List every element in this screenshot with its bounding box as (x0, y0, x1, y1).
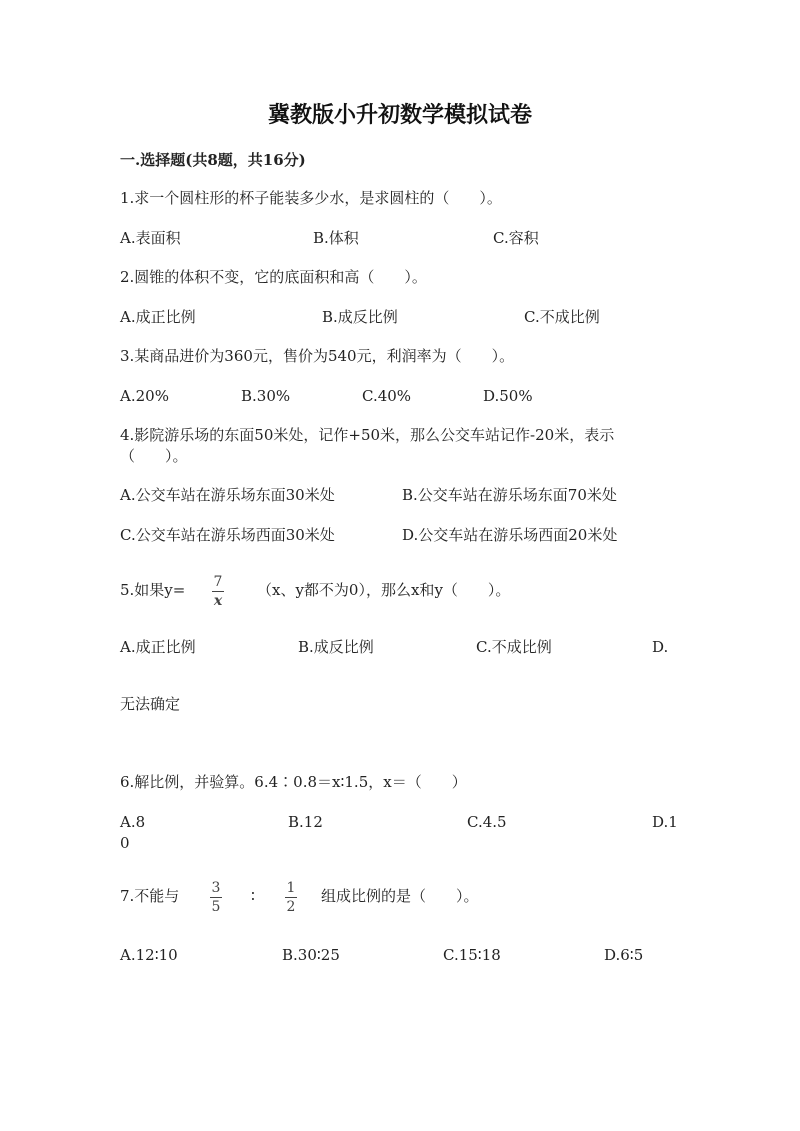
fraction-bar (285, 897, 297, 898)
q5-option-d: D. (652, 638, 669, 656)
q2-option-b: B.成反比例 (322, 308, 398, 326)
q7-option-a: A.12∶10 (120, 946, 178, 964)
q7-option-d: D.6∶5 (604, 946, 644, 964)
q4-option-c: C.公交车站在游乐场西面30米处 (120, 526, 335, 544)
q5-option-b: B.成反比例 (298, 638, 374, 656)
q6-option-a: A.8 (120, 813, 146, 831)
fraction-denominator: x (213, 593, 223, 609)
question-4-text-cont: （ ）。 (120, 447, 188, 465)
q5-option-c: C.不成比例 (476, 638, 552, 656)
q1-option-a: A.表面积 (120, 229, 181, 247)
page-title: 冀教版小升初数学模拟试卷 (267, 102, 532, 128)
q6-option-c: C.4.5 (467, 813, 507, 831)
q6-option-b: B.12 (288, 813, 323, 831)
q7-option-c: C.15∶18 (443, 946, 501, 964)
q7-option-b: B.30∶25 (282, 946, 340, 964)
q4-option-a: A.公交车站在游乐场东面30米处 (120, 486, 335, 504)
fraction-denominator: 5 (211, 899, 221, 915)
fraction-numerator: 3 (211, 880, 221, 896)
fraction-numerator: 7 (213, 574, 223, 590)
question-3-text: 3.某商品进价为360元，售价为540元，利润率为（ ）。 (120, 347, 515, 365)
q4-option-b: B.公交车站在游乐场东面70米处 (402, 486, 617, 504)
q2-option-c: C.不成比例 (524, 308, 600, 326)
q6-option-d-cont: 0 (120, 834, 130, 852)
q3-option-d: D.50% (483, 387, 533, 405)
question-7-prefix: 7.不能与 (120, 887, 180, 905)
question-6-text: 6.解比例，并验算。6.4∶0.8＝x∶1.5，x＝（ ） (120, 773, 467, 791)
fraction-1-over-2 (285, 880, 297, 915)
question-5-prefix: 5.如果y= (120, 581, 186, 599)
q4-option-d: D.公交车站在游乐场西面20米处 (402, 526, 618, 544)
ratio-colon: ∶ (251, 887, 255, 905)
q1-option-c: C.容积 (493, 229, 539, 247)
question-2-text: 2.圆锥的体积不变，它的底面积和高（ ）。 (120, 268, 427, 286)
q2-option-a: A.成正比例 (120, 308, 196, 326)
fraction-3-over-5 (210, 880, 222, 915)
fraction-denominator: 2 (286, 899, 296, 915)
question-1-text: 1.求一个圆柱形的杯子能装多少水，是求圆柱的（ ）。 (120, 189, 502, 207)
question-5-suffix: （x、y都不为0），那么x和y（ ）。 (257, 581, 511, 599)
q3-option-c: C.40% (362, 387, 412, 405)
q5-option-d-cont: 无法确定 (120, 695, 181, 713)
fraction-numerator: 1 (286, 880, 296, 896)
q3-option-a: A.20% (120, 387, 169, 405)
q5-option-a: A.成正比例 (120, 638, 196, 656)
q1-option-b: B.体积 (313, 229, 359, 247)
question-4-text: 4.影院游乐场的东面50米处，记作+50米，那么公交车站记作-20米，表示 (120, 426, 615, 444)
fraction-bar (210, 897, 222, 898)
fraction-7-over-x (212, 574, 224, 609)
section-heading: 一.选择题(共8题，共16分) (120, 151, 306, 169)
q3-option-b: B.30% (241, 387, 291, 405)
fraction-bar (212, 591, 224, 592)
question-7-suffix: 组成比例的是（ ）。 (321, 887, 479, 905)
q6-option-d: D.1 (652, 813, 678, 831)
